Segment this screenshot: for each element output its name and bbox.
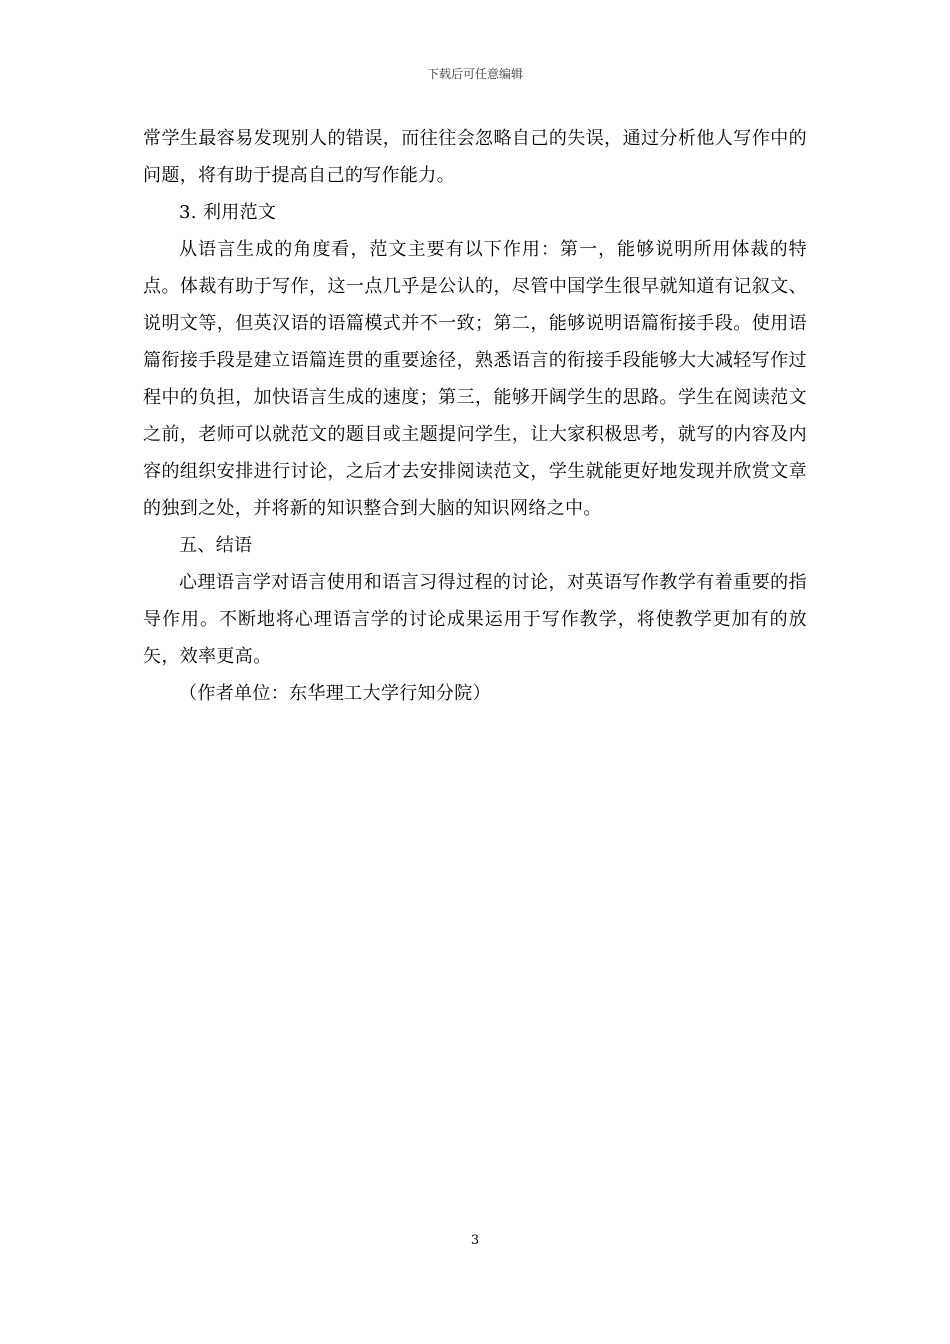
page-header-note: 下载后可任意编辑 <box>426 67 523 81</box>
paragraph-model-essays: 从语言生成的角度看，范文主要有以下作用：第一，能够说明所用体裁的特点。体裁有助于写作，这一点几乎是公认的，尽管中国学生很早就知道有记叙文、说明文等，但英汉语的语篇模式并不一致；第二，能够说明语篇衔接手段。使用语篇衔接手段是建立语篇连贯的重要途径，熟悉语言的衔接手段能够大大减轻写作过程中的负担，加快语言生成的速度；第三，能够开阔学生的思路。学生在阅读范文之前，老师可以就范文的题目或主题提问学生，让大家积极思考，就写的内容及内容的组织安排进行讨论，之后才去安排阅读范文，学生就能更好地发现并欣赏文章的独到之处，并将新的知识整合到大脑的知识网络之中。 <box>143 239 807 519</box>
article-body <box>143 120 807 712</box>
author-affiliation: （作者单位：东华理工大学行知分院） <box>179 683 491 704</box>
section-heading-use-model-essays: 3. 利用范文 <box>179 202 277 223</box>
paragraph-conclusion: 心理语言学对语言使用和语言习得过程的讨论，对英语写作教学有着重要的指导作用。不断地将心理语言学的讨论成果运用于写作教学，将使教学更加有的放矢，效率更高。 <box>143 572 807 667</box>
paragraph-continued: 常学生最容易发现别人的错误，而往往会忽略自己的失误，通过分析他人写作中的问题，将有助于提高自己的写作能力。 <box>143 128 807 186</box>
page-number: 3 <box>470 1233 480 1248</box>
section-heading-conclusion: 五、结语 <box>179 535 253 556</box>
